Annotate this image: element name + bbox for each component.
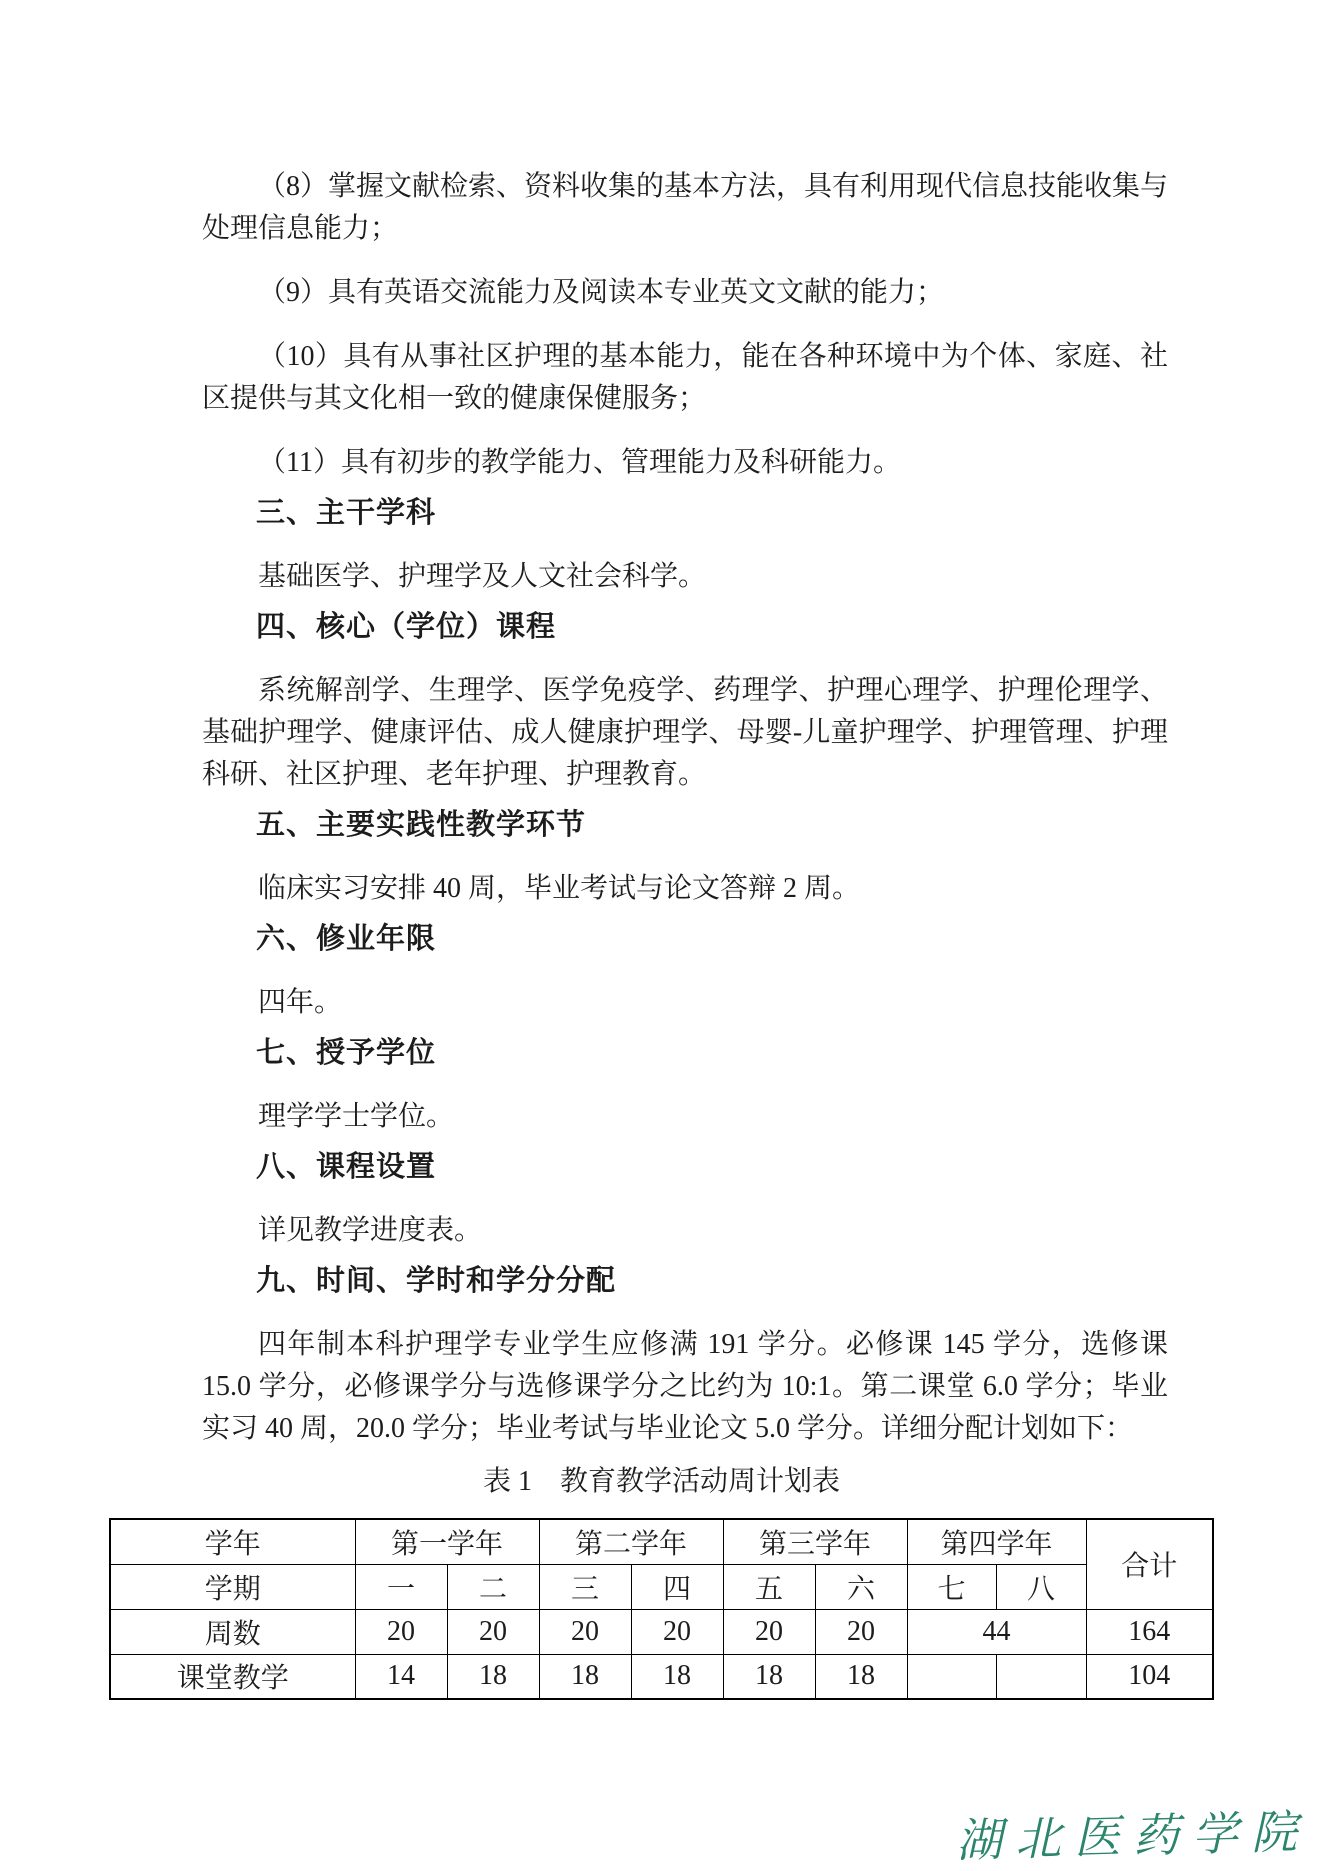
table-cell-semester-4: 四 [631,1564,723,1609]
heading-degree-awarded: 七、授予学位 [256,1037,437,1069]
table-caption: 表 1 教育教学活动周计划表 [482,1466,840,1497]
document-body [202,166,1168,1450]
table-cell-teaching-3: 18 [539,1654,631,1699]
table-cell-teaching-total: 104 [1086,1654,1213,1699]
table-cell-weeks-total: 164 [1086,1609,1213,1654]
paragraph-item-9: （9）具有英语交流能力及阅读本专业英文文献的能力； [258,277,945,308]
table-cell-semester-5: 五 [723,1564,815,1609]
watermark: 湖北医药学院 [955,1804,1311,1868]
table-cell-weeks-3: 20 [539,1609,631,1654]
table-cell-year4: 第四学年 [907,1519,1086,1564]
paragraph-study-duration: 四年。 [258,987,343,1018]
table-cell-weeks-5: 20 [723,1609,815,1654]
paragraph-core-courses: 系统解剖学、生理学、医学免疫学、药理学、护理心理学、护理伦理学、基础护理学、健康评估、成人健康护理学、母婴-儿童护理学、护理管理、护理科研、社区护理、老年护理、护理教育。 [202,675,1168,790]
table-cell-weeks-4: 20 [631,1609,723,1654]
table-cell-teaching-2: 18 [447,1654,539,1699]
paragraph-item-10: （10）具有从事社区护理的基本能力，能在各种环境中为个体、家庭、社区提供与其文化相一致的健康保健服务； [202,341,1168,414]
table-cell-semester-6: 六 [815,1564,907,1609]
paragraph-curriculum-setup: 详见教学进度表。 [258,1215,483,1246]
table-cell-year3: 第三学年 [723,1519,907,1564]
table-cell-year-label: 学年 [110,1519,355,1564]
paragraph-degree-awarded: 理学学士学位。 [258,1101,455,1132]
table-row-year [110,1519,1213,1564]
table-cell-semester-label: 学期 [110,1564,355,1609]
table-cell-teaching-6: 18 [815,1654,907,1699]
heading-main-disciplines: 三、主干学科 [256,497,437,529]
table-row-semester [110,1564,1213,1609]
table-cell-year2: 第二学年 [539,1519,723,1564]
table-cell-teaching-label: 课堂教学 [110,1654,355,1699]
paragraph-item-8: （8）掌握文献检索、资料收集的基本方法，具有利用现代信息技能收集与处理信息能力； [202,171,1169,244]
table-cell-semester-8: 八 [996,1564,1086,1609]
table-row-weeks [110,1609,1213,1654]
table-cell-weeks-label: 周数 [110,1609,355,1654]
heading-study-duration: 六、修业年限 [256,923,437,955]
table-cell-weeks-6: 20 [815,1609,907,1654]
activity-week-table [109,1518,1214,1700]
heading-credit-allocation: 九、时间、学时和学分分配 [256,1265,617,1297]
table-cell-teaching-8 [996,1654,1086,1699]
table-cell-weeks-year4-merged: 44 [907,1609,1086,1654]
table-row-classroom-teaching [110,1654,1213,1699]
table-cell-teaching-1: 14 [355,1654,447,1699]
table-cell-year1: 第一学年 [355,1519,539,1564]
table-cell-semester-7: 七 [907,1564,996,1609]
heading-core-courses: 四、核心（学位）课程 [256,611,557,643]
table-cell-weeks-2: 20 [447,1609,539,1654]
paragraph-main-disciplines: 基础医学、护理学及人文社会科学。 [258,561,707,592]
paragraph-item-11: （11）具有初步的教学能力、管理能力及科研能力。 [258,447,901,478]
table-cell-semester-3: 三 [539,1564,631,1609]
paragraph-practice-teaching: 临床实习安排 40 周，毕业考试与论文答辩 2 周。 [258,873,861,904]
table-cell-teaching-5: 18 [723,1654,815,1699]
table-cell-teaching-4: 18 [631,1654,723,1699]
table-cell-semester-1: 一 [355,1564,447,1609]
table-cell-semester-2: 二 [447,1564,539,1609]
heading-curriculum-setup: 八、课程设置 [256,1151,437,1183]
paragraph-credit-allocation: 四年制本科护理学专业学生应修满 191 学分。必修课 145 学分，选修课 15.0 学分，必修课学分与选修课学分之比约为 10:1。第二课堂 6.0 学分；毕业实习 40 周，20.0 学分；毕业考试与毕业论文 5.0 学分。详细分配计划如下： [202,1329,1168,1444]
heading-practice-teaching: 五、主要实践性教学环节 [256,809,587,841]
table-cell-total-header: 合计 [1086,1519,1213,1609]
activity-week-table-wrap [109,1518,1214,1700]
table-cell-weeks-1: 20 [355,1609,447,1654]
table-cell-teaching-7 [907,1654,996,1699]
